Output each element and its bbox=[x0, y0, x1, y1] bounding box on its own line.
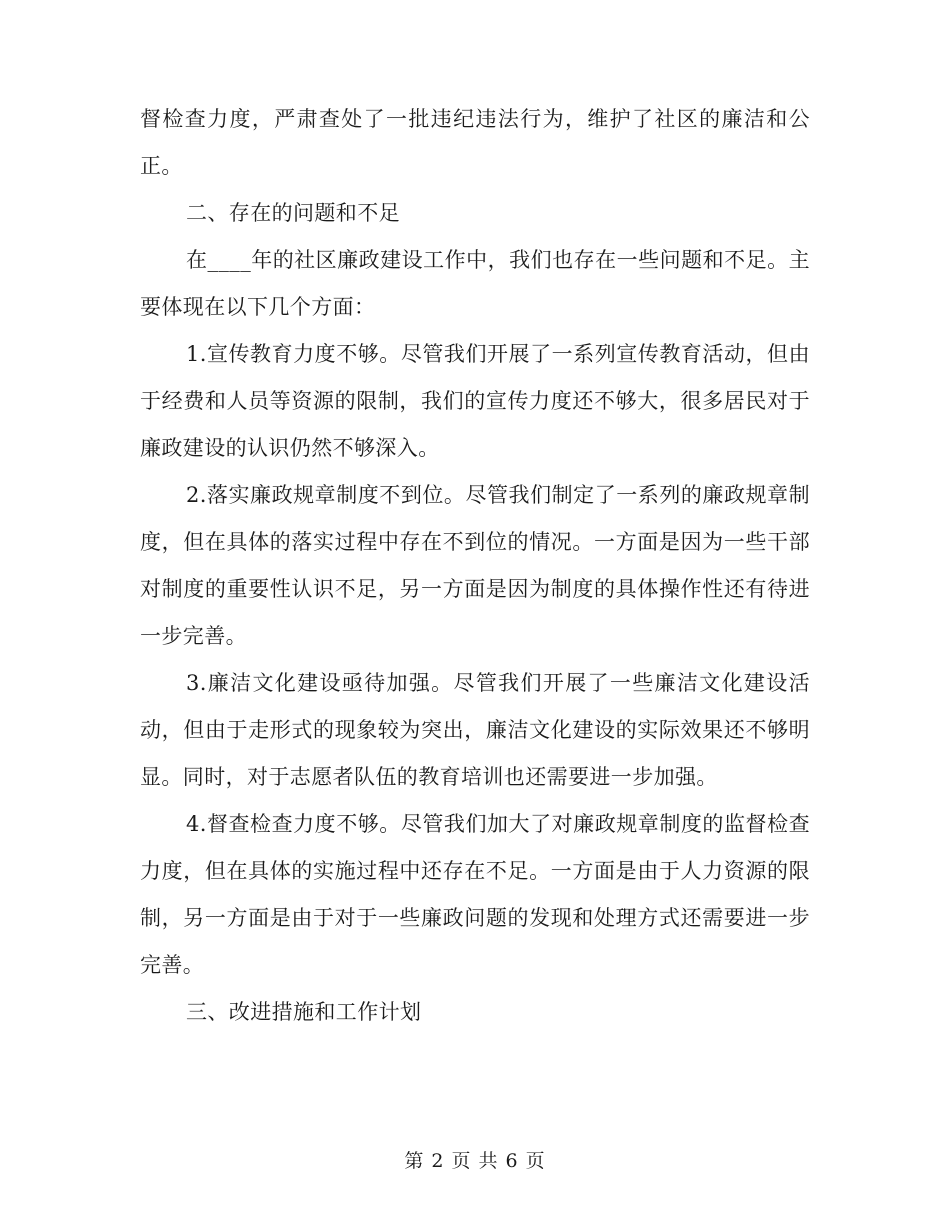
paragraph-item-2: 2.落实廉政规章制度不到位。尽管我们制定了一系列的廉政规章制度，但在具体的落实过程中存在不到位的情况。一方面是因为一些干部对制度的重要性认识不足，另一方面是因为制度的具体操作性还有待进一步完善。 bbox=[140, 483, 810, 648]
section-heading-improvements: 三、改进措施和工作计划 bbox=[186, 1000, 422, 1024]
paragraph-item-4: 4.督查检查力度不够。尽管我们加大了对廉政规章制度的监督检查力度，但在具体的实施过程中还存在不足。一方面是由于人力资源的限制，另一方面是由于对于一些廉政问题的发现和处理方式还需要进一步完善。 bbox=[140, 812, 810, 977]
document-body bbox=[140, 96, 810, 1036]
paragraph-item-3: 3.廉洁文化建设亟待加强。尽管我们开展了一些廉洁文化建设活动，但由于走形式的现象较为突出，廉洁文化建设的实际效果还不够明显。同时，对于志愿者队伍的教育培训也还需要进一步加强。 bbox=[140, 671, 810, 789]
page-number-footer: 第 2 页 共 6 页 bbox=[404, 1150, 546, 1172]
paragraph-intro: 在____年的社区廉政建设工作中，我们也存在一些问题和不足。主要体现在以下几个方面： bbox=[140, 248, 810, 319]
paragraph-item-1: 1.宣传教育力度不够。尽管我们开展了一系列宣传教育活动，但由于经费和人员等资源的限制，我们的宣传力度还不够大，很多居民对于廉政建设的认识仍然不够深入。 bbox=[140, 342, 810, 460]
section-heading-problems: 二、存在的问题和不足 bbox=[186, 201, 400, 225]
paragraph-continuation: 督检查力度，严肃查处了一批违纪违法行为，维护了社区的廉洁和公正。 bbox=[140, 107, 810, 178]
